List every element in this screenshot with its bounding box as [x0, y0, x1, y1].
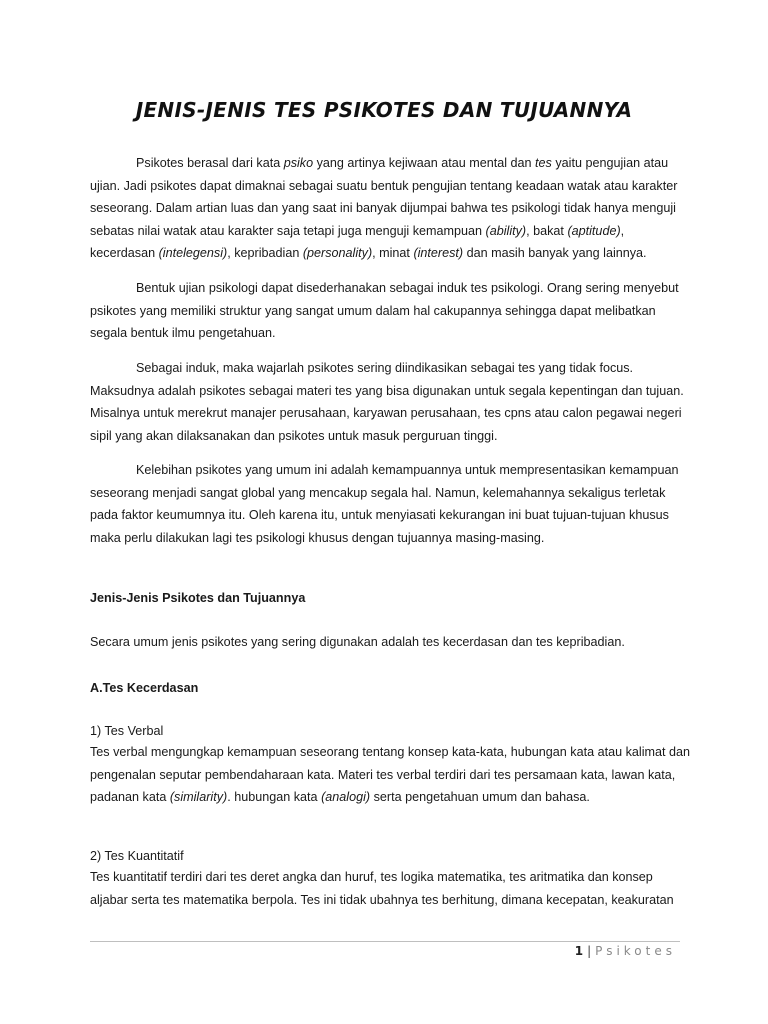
- intro-paragraph-2: [90, 277, 690, 345]
- intro-paragraph-1: [90, 152, 690, 265]
- footer-divider: [90, 941, 680, 942]
- item-1-title: 1) Tes Verbal: [90, 724, 164, 738]
- page-number: 1: [574, 944, 584, 958]
- intro-paragraph-4: [90, 459, 690, 549]
- page-footer: [575, 944, 676, 958]
- intro-paragraph-2-text: Bentuk ujian psikologi dapat disederhanakan sebagai induk tes psikologi. Orang sering menyebut psikotes yang memiliki struktur yang sangat umum dalam hal cakupannya sehingga dapat melibatkan segala bentuk ilmu pengetahuan.: [90, 281, 679, 341]
- intro-paragraph-3-text: Sebagai induk, maka wajarlah psikotes sering diindikasikan sebagai tes yang tidak focus. Maksudnya adalah psikotes sebagai materi tes yang bisa digunakan untuk segala kepentingan dan tujuan. Misalnya untuk merekrut manajer perusahaan, karyawan perusahaan, tes cpns atau calon pegawai negeri sipil yang akan dilaksanakan dan psikotes untuk masuk perguruan tinggi.: [90, 361, 684, 443]
- page-title: JENIS-JENIS TES PSIKOTES DAN TUJUANNYA: [135, 98, 633, 122]
- intro-paragraph-1-text: Psikotes berasal dari kata psiko yang artinya kejiwaan atau mental dan tes yaitu pengujian atau ujian. Jadi psikotes dapat dimaknai sebagai suatu bentuk pengujian tentang keadaan watak atau karakter seseorang. Dalam artian luas dan yang saat ini banyak dijumpai bahwa tes psikologi tidak hanya menguji sebatas nilai watak atau karakter saja tetapi juga menguji kemampuan (ability), bakat (aptitude), kecerdasan (intelegensi), kepribadian (personality), minat (interest) dan masih banyak yang lainnya.: [90, 156, 678, 261]
- item-2-title: 2) Tes Kuantitatif: [90, 849, 184, 863]
- intro-paragraph-4-text: Kelebihan psikotes yang umum ini adalah kemampuannya untuk mempresentasikan kemampuan seseorang menjadi sangat global yang mencakup segala hal. Namun, kelemahannya sekaligus terletak pada faktor keumumnya itu. Oleh karena itu, untuk menyiasati kekurangan ini buat tujuan-tujuan khusus maka perlu dilakukan lagi tes psikologi khusus dengan tujuannya masing-masing.: [90, 463, 679, 545]
- intro-paragraph-3: [90, 357, 690, 447]
- footer-separator: |: [587, 944, 592, 958]
- subsection-heading-a: A.Tes Kecerdasan: [90, 681, 199, 695]
- section-intro: Secara umum jenis psikotes yang sering digunakan adalah tes kecerdasan dan tes kepribadian.: [90, 635, 625, 649]
- item-1-body: Tes verbal mengungkap kemampuan seseorang tentang konsep kata-kata, hubungan kata atau kalimat dan pengenalan seputar pembendaharaan kata. Materi tes verbal terdiri dari tes persamaan kata, lawan kata, padanan kata (similarity). hubungan kata (analogi) serta pengetahuan umum dan bahasa.: [90, 745, 690, 805]
- footer-label: Psikotes: [595, 944, 676, 958]
- item-2-body: Tes kuantitatif terdiri dari tes deret angka dan huruf, tes logika matematika, tes aritmatika dan konsep aljabar serta tes matematika berpola. Tes ini tidak ubahnya tes berhitung, dimana kecepatan, keakuratan: [90, 870, 674, 907]
- section-heading: Jenis-Jenis Psikotes dan Tujuannya: [90, 591, 306, 605]
